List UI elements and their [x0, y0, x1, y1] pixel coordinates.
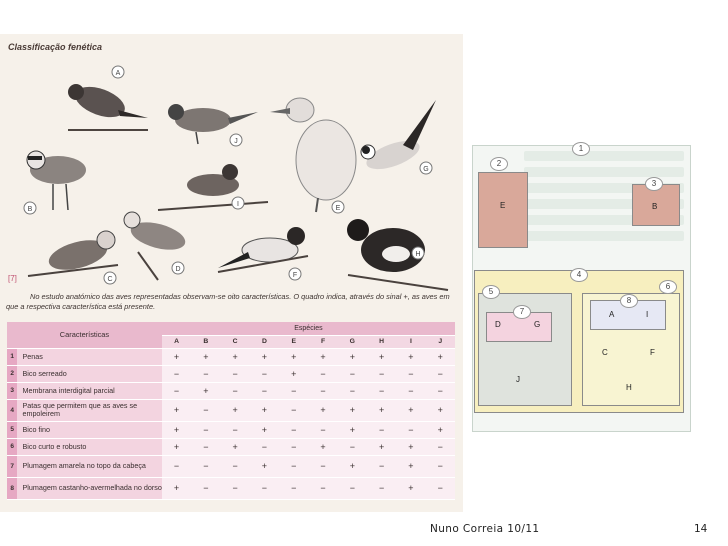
bird-e — [270, 98, 356, 212]
svg-text:G: G — [423, 166, 429, 173]
table-cell: + — [191, 382, 220, 399]
table-cell: − — [426, 477, 455, 499]
bird-label-b — [24, 202, 36, 214]
bird-c — [28, 231, 118, 276]
table-cell: − — [279, 455, 308, 477]
circle-number-1: 1 — [572, 142, 590, 156]
table-cell: + — [367, 348, 396, 365]
table-cell: − — [426, 365, 455, 382]
table-row — [7, 365, 455, 382]
letter-g: G — [534, 320, 541, 329]
table-cell: − — [338, 438, 367, 455]
row-number: 2 — [7, 365, 17, 382]
species-col-j: J — [426, 335, 455, 348]
table-cell: − — [338, 477, 367, 499]
table-cell: − — [426, 438, 455, 455]
table-cell: − — [367, 421, 396, 438]
table-cell: − — [308, 455, 337, 477]
bird-label-c — [104, 272, 116, 284]
bird-label-j — [230, 134, 242, 146]
circle-number-4: 4 — [570, 268, 588, 282]
table-cell: + — [308, 348, 337, 365]
bird-j — [168, 104, 258, 144]
table-cell: − — [250, 438, 279, 455]
table-cell: + — [396, 455, 425, 477]
page-number: 14 — [694, 523, 708, 535]
table-cell: + — [220, 348, 249, 365]
species-col-d: D — [250, 335, 279, 348]
characteristic-name: Patas que permitem que as aves se empoleirem — [17, 399, 161, 421]
table-cell: − — [367, 382, 396, 399]
table-row — [7, 477, 455, 499]
grouping-diagram — [464, 137, 691, 437]
table-cell: − — [220, 477, 249, 499]
table-cell: − — [308, 477, 337, 499]
table-cell: + — [191, 348, 220, 365]
table-cell: − — [279, 477, 308, 499]
circle-number-5: 5 — [482, 285, 500, 299]
table-cell: − — [396, 421, 425, 438]
bird-label-a — [112, 66, 124, 78]
table-row — [7, 438, 455, 455]
bird-label-f — [289, 268, 301, 280]
table-cell: − — [279, 421, 308, 438]
table-row — [7, 399, 455, 421]
letter-d: D — [495, 320, 501, 329]
table-cell: − — [162, 382, 191, 399]
table-cell: − — [191, 455, 220, 477]
table-cell: + — [279, 365, 308, 382]
table-cell: − — [191, 399, 220, 421]
table-cell: + — [250, 399, 279, 421]
row-number: 4 — [7, 399, 17, 421]
row-number: 7 — [7, 455, 17, 477]
table-cell: + — [426, 348, 455, 365]
circle-number-7: 7 — [513, 305, 531, 319]
table-cell: + — [250, 455, 279, 477]
table-cell: + — [162, 438, 191, 455]
characteristic-name: Plumagem castanho-avermelhada no dorso — [17, 477, 161, 499]
table-cell: + — [250, 348, 279, 365]
table-cell: − — [191, 477, 220, 499]
bird-label-h — [412, 247, 424, 259]
bird-b — [27, 151, 86, 210]
table-cell: + — [220, 438, 249, 455]
characteristic-name: Penas — [17, 348, 161, 365]
row-number: 3 — [7, 382, 17, 399]
table-row — [7, 421, 455, 438]
table-cell: − — [308, 421, 337, 438]
table-cell: − — [220, 365, 249, 382]
characteristic-name: Bico curto e robusto — [17, 438, 161, 455]
bird-label-e — [332, 201, 344, 213]
table-cell: − — [191, 421, 220, 438]
characteristic-name: Plumagem amarela no topo da cabeça — [17, 455, 161, 477]
table-cell: − — [220, 421, 249, 438]
characteristic-name: Membrana interdigital parcial — [17, 382, 161, 399]
table-cell: + — [396, 348, 425, 365]
svg-text:I: I — [237, 201, 239, 208]
table-cell: − — [279, 399, 308, 421]
bird-label-i — [232, 197, 244, 209]
svg-text:B: B — [27, 206, 33, 213]
intro-paragraph: No estudo anatómico das aves representadas observam-se oito características. O quadro indica, através do sinal +, as aves em que a respectiva característica está presente. — [6, 292, 450, 311]
ghost-text-line — [524, 151, 684, 161]
table-cell: − — [220, 455, 249, 477]
row-number: 8 — [7, 477, 17, 499]
bird-f — [218, 227, 308, 272]
species-col-g: G — [338, 335, 367, 348]
table-cell: + — [426, 421, 455, 438]
table-cell: − — [308, 382, 337, 399]
table-row — [7, 382, 455, 399]
table-cell: − — [191, 365, 220, 382]
table-cell: − — [338, 382, 367, 399]
table-cell: − — [396, 365, 425, 382]
table-cell: − — [367, 477, 396, 499]
table-cell: + — [162, 477, 191, 499]
letter-i: I — [646, 310, 649, 319]
table-cell: − — [338, 365, 367, 382]
letter-h: H — [626, 383, 632, 392]
header-species: Espécies — [162, 322, 455, 335]
svg-text:J: J — [234, 138, 238, 145]
bird-a — [68, 81, 148, 130]
letter-c: C — [602, 348, 608, 357]
species-col-i: I — [396, 335, 425, 348]
table-cell: − — [250, 382, 279, 399]
table-cell: + — [279, 348, 308, 365]
species-col-e: E — [279, 335, 308, 348]
table-cell: − — [279, 438, 308, 455]
row-number: 5 — [7, 421, 17, 438]
table-cell: + — [162, 399, 191, 421]
table-cell: + — [338, 399, 367, 421]
table-cell: + — [162, 421, 191, 438]
svg-text:D: D — [175, 266, 181, 273]
species-col-f: F — [308, 335, 337, 348]
table-cell: + — [338, 421, 367, 438]
table-cell: − — [250, 365, 279, 382]
letter-j: J — [516, 375, 520, 384]
svg-text:E: E — [335, 205, 341, 212]
row-number: 1 — [7, 348, 17, 365]
table-cell: + — [220, 399, 249, 421]
table-row — [7, 455, 455, 477]
table-row — [7, 348, 455, 365]
row-number: 6 — [7, 438, 17, 455]
textbook-page — [0, 34, 463, 512]
table-cell: + — [396, 438, 425, 455]
table-cell: + — [426, 399, 455, 421]
svg-text:F: F — [292, 272, 298, 279]
species-col-b: B — [191, 335, 220, 348]
table-cell: + — [162, 348, 191, 365]
species-col-a: A — [162, 335, 191, 348]
bird-i — [158, 164, 268, 210]
table-cell: + — [338, 455, 367, 477]
table-cell: + — [308, 438, 337, 455]
table-cell: + — [250, 421, 279, 438]
svg-text:C: C — [107, 276, 113, 283]
letter-f: F — [650, 348, 655, 357]
footer-author: Nuno Correia 10/11 — [430, 523, 540, 535]
table-cell: − — [396, 382, 425, 399]
table-body — [7, 348, 455, 499]
header-characteristics: Características — [7, 322, 162, 348]
table-cell: − — [220, 382, 249, 399]
bird-label-g — [420, 162, 432, 174]
species-col-h: H — [367, 335, 396, 348]
table-cell: − — [162, 365, 191, 382]
table-cell: − — [308, 365, 337, 382]
circle-number-6: 6 — [659, 280, 677, 294]
table-cell: − — [162, 455, 191, 477]
letter-b: B — [652, 202, 658, 211]
table-cell: − — [367, 365, 396, 382]
characteristics-table — [7, 322, 455, 500]
bird-illustrations — [8, 60, 456, 296]
table-cell: + — [338, 348, 367, 365]
table-cell: − — [426, 455, 455, 477]
table-cell: + — [396, 477, 425, 499]
species-col-c: C — [220, 335, 249, 348]
ghost-text-line — [524, 231, 684, 241]
group-box-2 — [478, 172, 528, 248]
table-cell: − — [191, 438, 220, 455]
table-cell: − — [279, 382, 308, 399]
letter-a: A — [609, 310, 615, 319]
characteristic-name: Bico fino — [17, 421, 161, 438]
table-cell: − — [426, 382, 455, 399]
table-cell: − — [250, 477, 279, 499]
circle-number-3: 3 — [645, 177, 663, 191]
table-cell: + — [367, 438, 396, 455]
table-cell: − — [367, 455, 396, 477]
circle-number-2: 2 — [490, 157, 508, 171]
circle-number-8: 8 — [620, 294, 638, 308]
bird-h — [347, 219, 448, 290]
table-cell: + — [308, 399, 337, 421]
table-cell: + — [367, 399, 396, 421]
ghost-text-line — [524, 167, 684, 177]
letter-e: E — [500, 201, 506, 210]
figure-number: [7] — [8, 274, 17, 283]
bird-label-d — [172, 262, 184, 274]
svg-text:A: A — [115, 70, 121, 77]
svg-text:H: H — [415, 251, 421, 258]
table-cell: + — [396, 399, 425, 421]
page-title: Classificação fenética — [8, 42, 103, 52]
characteristic-name: Bico serreado — [17, 365, 161, 382]
